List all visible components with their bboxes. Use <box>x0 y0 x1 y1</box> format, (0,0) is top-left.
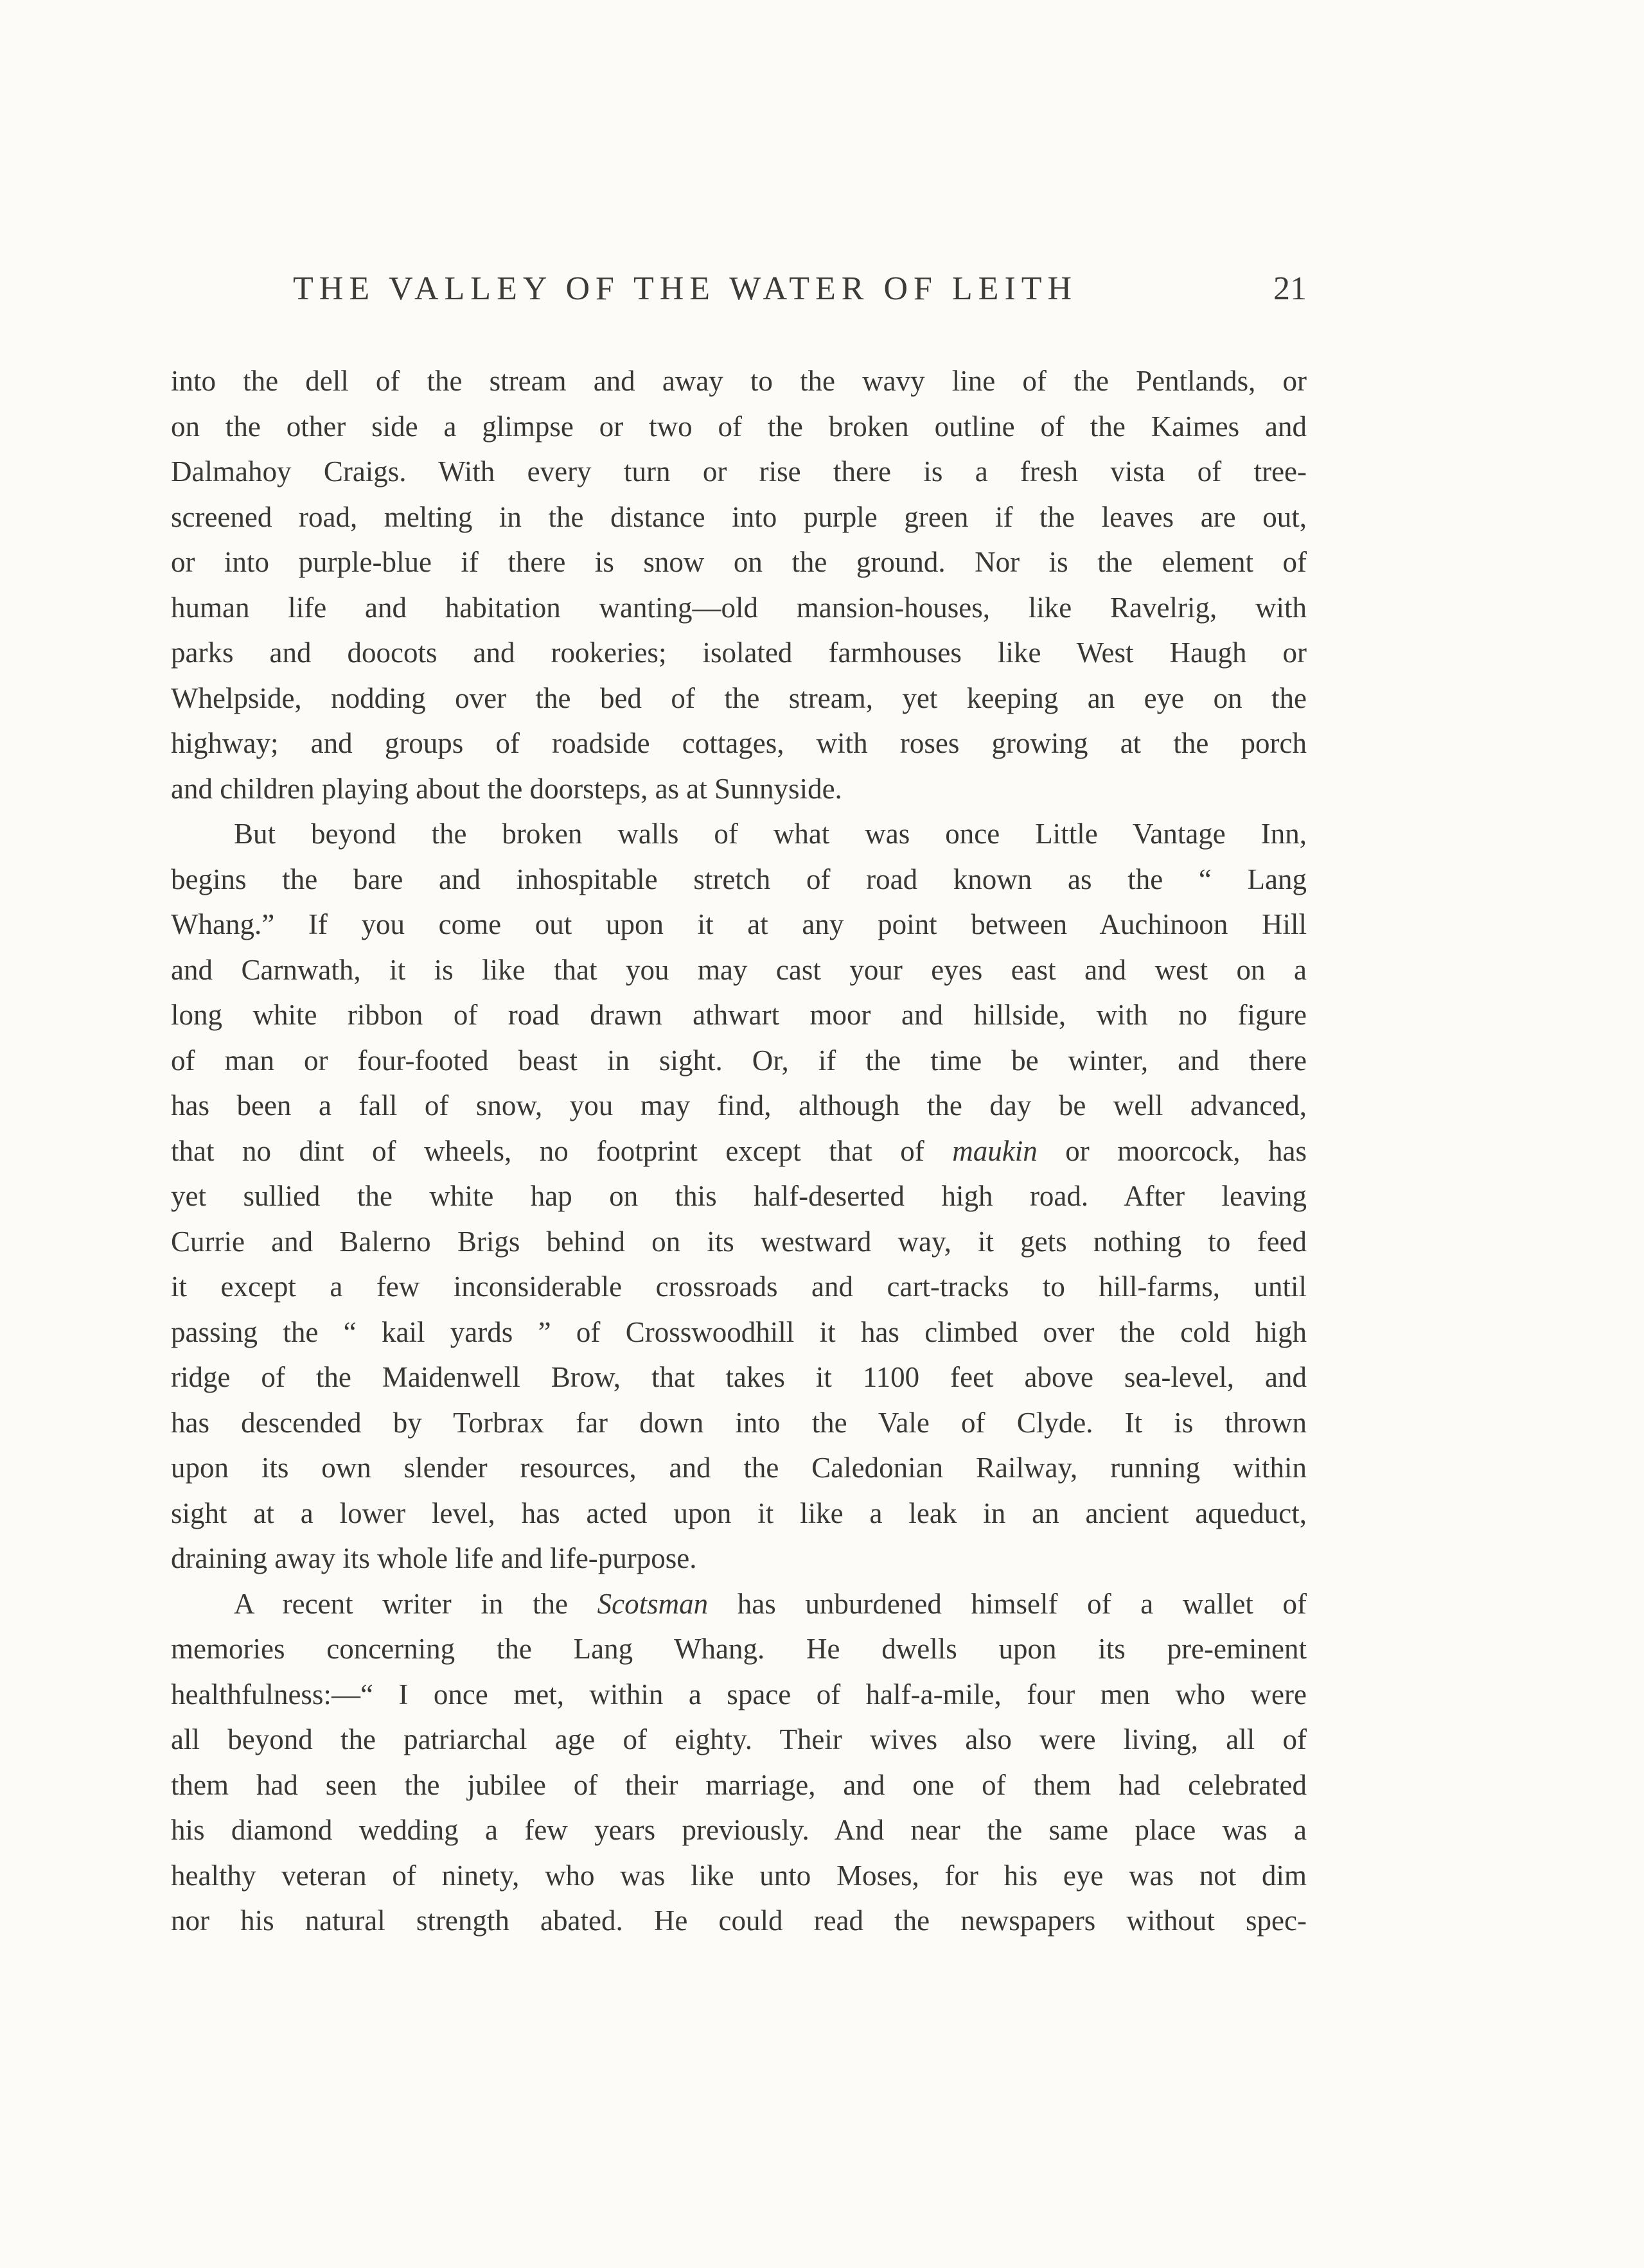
text-line: them had seen the jubilee of their marriage, and one of them had celebrated <box>171 1768 1307 1801</box>
text-line: But beyond the broken walls of what was once Little Vantage Inn, <box>234 818 1307 850</box>
text-segment: has unburdened himself of a wallet of <box>708 1587 1307 1620</box>
text-line: healthfulness:—“ I once met, within a space of half-a-mile, four men who were <box>171 1678 1307 1710</box>
text-line: draining away its whole life and life-purpose. <box>171 1542 697 1574</box>
running-title: THE VALLEY OF THE WATER OF LEITH <box>293 270 1078 307</box>
text-line: upon its own slender resources, and the Caledonian Railway, running within <box>171 1452 1307 1484</box>
text-segment: A recent writer in the <box>234 1587 597 1620</box>
text-line: Dalmahoy Craigs. With every turn or rise there is a fresh vista of tree- <box>171 455 1307 488</box>
text-line: yet sullied the white hap on this half-deserted high road. After leaving <box>171 1180 1307 1212</box>
text-line: has descended by Torbrax far down into the Vale of Clyde. It is thrown <box>171 1406 1307 1439</box>
text-line: his diamond wedding a few years previously. And near the same place was a <box>171 1814 1307 1846</box>
text-line: sight at a lower level, has acted upon it like a leak in an ancient aqueduct, <box>171 1497 1307 1529</box>
text-line: has been a fall of snow, you may find, although the day be well advanced, <box>171 1089 1307 1121</box>
text-line: of man or four-footed beast in sight. Or, if the time be winter, and there <box>171 1044 1307 1077</box>
italic-term: Scotsman <box>597 1587 709 1620</box>
running-head <box>171 270 1307 315</box>
text-line: healthy veteran of ninety, who was like unto Moses, for his eye was not dim <box>171 1859 1307 1892</box>
page-number: 21 <box>1273 270 1307 307</box>
text-line: into the dell of the stream and away to the wavy line of the Pentlands, or <box>171 365 1307 397</box>
text-line: passing the “ kail yards ” of Crosswoodhill it has climbed over the cold high <box>171 1315 1307 1348</box>
text-line: on the other side a glimpse or two of the broken outline of the Kaimes and <box>171 410 1307 443</box>
text-line: or into purple-blue if there is snow on the ground. Nor is the element of <box>171 546 1307 578</box>
text-line: and Carnwath, it is like that you may cast your eyes east and west on a <box>171 953 1307 986</box>
text-line: ridge of the Maidenwell Brow, that takes it 1100 feet above sea-level, and <box>171 1361 1307 1393</box>
text-line <box>171 1129 1307 1174</box>
text-line: all beyond the patriarchal age of eighty. Their wives also were living, all of <box>171 1723 1307 1755</box>
text-line: Currie and Balerno Brigs behind on its westward way, it gets nothing to feed <box>171 1225 1307 1258</box>
text-line: highway; and groups of roadside cottages, with roses growing at the porch <box>171 727 1307 759</box>
text-segment: that no dint of wheels, no footprint except that of <box>171 1134 953 1167</box>
body-text <box>171 358 1307 1944</box>
text-line: it except a few inconsiderable crossroads and cart-tracks to hill-farms, until <box>171 1270 1307 1303</box>
text-line: memories concerning the Lang Whang. He dwells upon its pre-eminent <box>171 1633 1307 1665</box>
text-line: long white ribbon of road drawn athwart moor and hillside, with no figure <box>171 999 1307 1031</box>
text-line: human life and habitation wanting—old mansion-houses, like Ravelrig, with <box>171 591 1307 624</box>
italic-term: maukin <box>952 1134 1038 1167</box>
text-line: begins the bare and inhospitable stretch of road known as the “ Lang <box>171 863 1307 895</box>
text-line <box>171 1581 1307 1627</box>
text-line: Whelpside, nodding over the bed of the stream, yet keeping an eye on the <box>171 681 1307 714</box>
text-line: and children playing about the doorsteps, as at Sunnyside. <box>171 772 842 805</box>
text-line: screened road, melting in the distance into purple green if the leaves are out, <box>171 500 1307 533</box>
text-line: parks and doocots and rookeries; isolated farmhouses like West Haugh or <box>171 637 1307 669</box>
book-page <box>171 270 1307 1944</box>
text-line: nor his natural strength abated. He could read the newspapers without spec- <box>171 1904 1307 1937</box>
text-line: Whang.” If you come out upon it at any point between Auchinoon Hill <box>171 908 1307 940</box>
text-segment: or moorcock, has <box>1037 1134 1307 1167</box>
